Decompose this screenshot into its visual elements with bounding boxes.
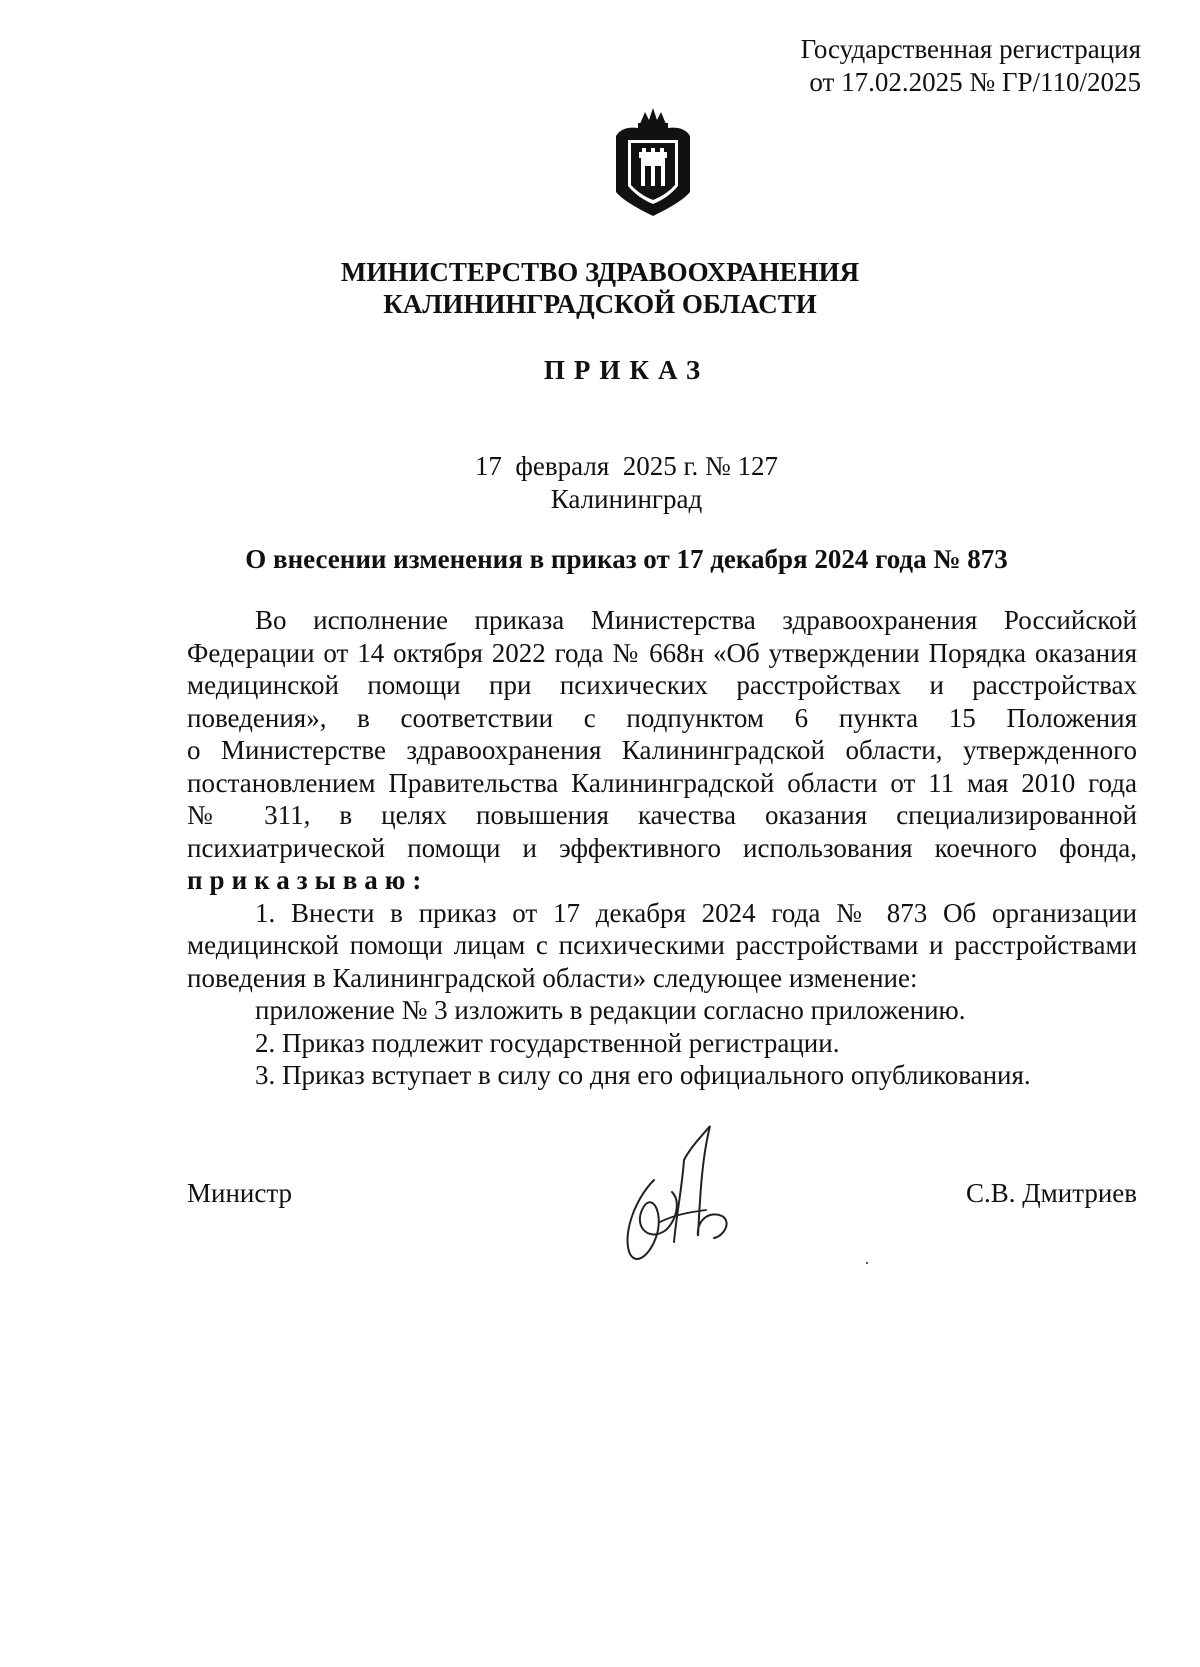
item-1-line: медицинской помощи лицам с психическими расстройствами и расстройствами [187, 930, 1137, 960]
preamble-line: медицинской помощи при психических расстройствах и расстройствах [187, 670, 1137, 700]
order-city: Калининград [550, 484, 703, 514]
order-date-block [0, 450, 1200, 516]
item-1-line: поведения в Калининградской области» следующее изменение: [187, 962, 918, 993]
signatory-position: Министр [187, 1178, 292, 1208]
ministry-title-line-2: КАЛИНИНГРАДСКОЙ ОБЛАСТИ [383, 289, 817, 319]
preamble-line: поведения», в соответствии с подпунктом 6 пункта 15 Положения [187, 702, 1137, 733]
order-body [187, 604, 1137, 1092]
order-date-number: 17 февраля 2025 г. № 127 [474, 451, 779, 481]
preamble-line: постановлением Правительства Калининградской области от 11 мая 2010 года [187, 767, 1137, 798]
item-1-subparagraph: приложение № 3 изложить в редакции согласно приложению. [255, 995, 966, 1025]
preamble-line: психиатрической помощи и эффективного использования коечного фонда, [187, 832, 1137, 863]
order-verb-text: приказываю: [187, 865, 429, 895]
signatory-name: С.В. Дмитриев [965, 1178, 1137, 1208]
preamble-line: Федерации от 14 октября 2022 года № 668н «Об утверждении Порядка оказания [187, 637, 1137, 668]
coat-of-arms-icon [612, 106, 694, 218]
preamble-line: № 311, в целях повышения качества оказания специализированной [187, 800, 1137, 830]
signature-icon [620, 1118, 740, 1266]
item-2: 2. Приказ подлежит государственной регистрации. [255, 1027, 840, 1058]
preamble-line: Во исполнение приказа Министерства здравоохранения Российской [255, 605, 1137, 635]
registration-line-1: Государственная регистрация [800, 34, 1141, 64]
preamble-line: о Министерстве здравоохранения Калининградской области, утвержденного [187, 735, 1137, 765]
order-verb [187, 864, 1137, 897]
scan-speck [866, 1262, 868, 1264]
registration-stamp [801, 33, 1141, 99]
item-1-line: 1. Внести в приказ от 17 декабря 2024 года № 873 Об организации [255, 897, 1137, 928]
document-type: ПРИКАЗ [543, 355, 710, 385]
ministry-title-line-1: МИНИСТЕРСТВО ЗДРАВООХРАНЕНИЯ [340, 257, 860, 287]
registration-line-2: от 17.02.2025 № ГР/110/2025 [809, 67, 1141, 97]
item-3: 3. Приказ вступает в силу со дня его официального опубликования. [255, 1060, 1031, 1090]
ministry-title [0, 256, 1200, 320]
order-subject: О внесении изменения в приказ от 17 декабря 2024 года № 873 [245, 544, 1008, 574]
